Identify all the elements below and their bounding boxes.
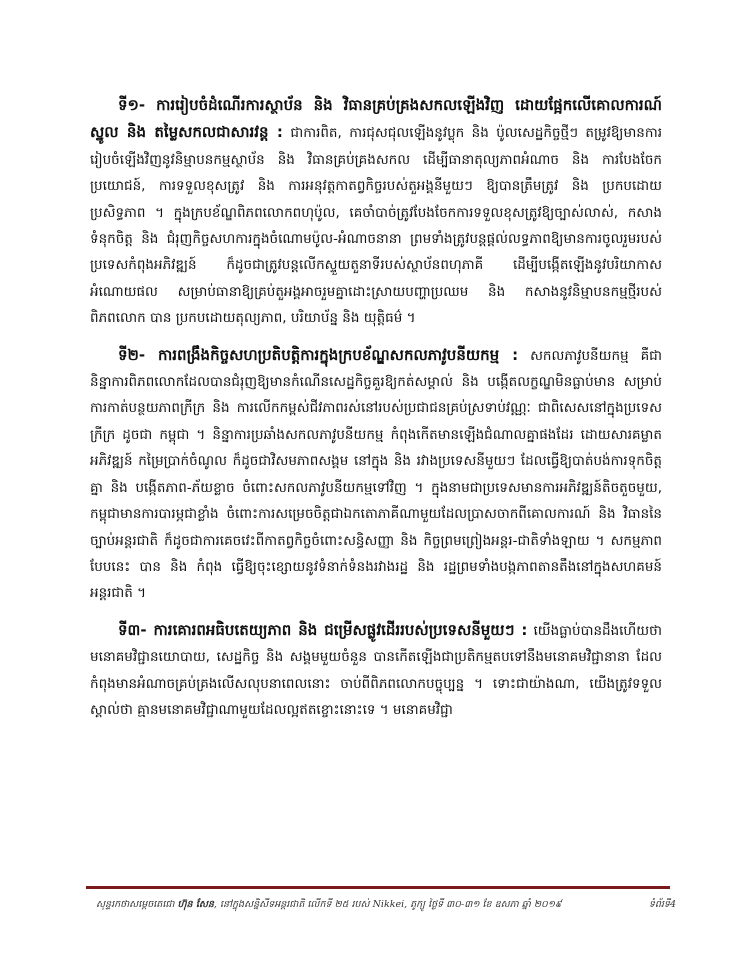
footer-citation: [96, 898, 562, 912]
section-1-paragraph: [90, 92, 662, 332]
section-2-heading: ទី២- ការពង្រឹងកិច្ចសហប្រតិបត្តិការក្នុងក្របខ័ណ្ឌសកលភាវូបនីយកម្ម :: [118, 345, 519, 364]
section-3-heading: ទី៣- ការគោរពអធិបតេយ្យភាព និង ជម្រើសផ្លូវដើររបស់ប្រទេសនីមួយៗ :: [118, 620, 528, 639]
page-footer: [96, 898, 676, 918]
section-2-body: សកលភាវូបនីយកម្ម គឺជានិន្នាការពិភពលោកដែលបានជំរុញឱ្យមានកំណើនសេដ្ឋកិច្ចគួរឱ្យកត់សម្គាល់ និង បង្កើតលក្ខណ្ឌមិនធ្លាប់មាន សម្រាប់ការកាត់បន្ថយភាពក្រីក្រ និង ការលើកកម្ពស់ជីវភាពរស់នៅរបស់ប្រជាជនគ្រប់ស្រទាប់វណ្ណៈ ជាពិសេសនៅក្នុងប្រទេសក្រីក្រ ដូចជា កម្ពុជា ។ និន្នាការប្រឆាំងសកលភាវូបនីយកម្ម កំពុងកើតមានឡើងជំណាលគ្នាផងដែរ ដោយសារគម្លាតអភិវឌ្ឍន៍ កម្រៃប្រាក់ចំណូល ក៏ដូចជាវិសមភាពសង្គម នៅក្នុង និង រវាងប្រទេសនីមួយៗ ដែលធ្វើឱ្យបាត់បង់ការទុកចិត្តគ្នា និង បង្កើតភាព-ភ័យខ្លាច ចំពោះសកលភាវូបនីយកម្មទៅវិញ ។ ក្នុងនាមជាប្រទេសមានការអភិវឌ្ឍន៍តិចតួចមួយ, កម្ពុជាមានការបារម្ភជាខ្លាំង ចំពោះការសម្រេចចិត្តជាឯកតោភាគីណាមួយដែលប្រាសចាកពីគោលការណ៍ និង វិធាននៃច្បាប់អន្តរជាតិ ក៏ដូចជាការគេចវេះពីកាតព្វកិច្ចចំពោះសន្ធិសញ្ញា និង កិច្ចព្រមព្រៀងអន្តរ-ជាតិទាំងឡាយ ។ សកម្មភាពបែបនេះ បាន និង កំពុង ធ្វើឱ្យចុះខ្សោយនូវទំនាក់ទំនងរវាងរដ្ឋ និង រដ្ឋព្រមទាំងបង្កភាពតានតឹងនៅក្នុងសហគមន៍អន្តរជាតិ ។: [90, 347, 663, 602]
footer-divider: [86, 886, 670, 889]
footer-speaker-name: ហ៊ុន សែន: [177, 899, 214, 910]
section-3-paragraph: [90, 617, 662, 724]
section-1-heading: ទី១- ការរៀបចំដំណើរការស្ថាប័ន និង វិធានគ្រប់គ្រងសកលឡើងវិញ ដោយផ្អែកលើគោលការណ៍ស្នូល និង តម្លៃសកលជាសារវន្ត :: [90, 96, 662, 142]
document-body: [90, 92, 662, 733]
section-3-body: យើងធ្លាប់បានដឹងហើយថា មនោគមវិជ្ជានយោបាយ, សេដ្ឋកិច្ច និង សង្គមមួយចំនួន បានកើតឡើងជាប្រតិកម្មតបទៅនឹងមនោគមវិជ្ជានានា ដែលកំពុងមានអំណាចគ្រប់គ្រងលើសលុបនាពេលនោះ ចាប់ពីពិភពលោកបច្ចុប្បន្ន ។ ទោះជាយ៉ាងណា, យើងត្រូវទទួលស្គាល់ថា គ្មានមនោគមវិជ្ជាណាមួយដែលល្អឥតខ្ចោះនោះទេ ។ មនោគមវិជ្ជា: [90, 622, 662, 718]
footer-event: , នៅក្នុងសន្និសីទអន្តរជាតិ លើកទី ២៥ របស់ Nikkei, តូក្យូ ថ្ងៃទី ៣០-៣១ ខែ ឧសភា ឆ្នាំ ២០១៩: [213, 899, 562, 910]
section-1-body: ជាការពិត, ការជុសជុលឡើងនូវប្លុក និង ប៉ូលសេដ្ឋកិច្ចថ្មីៗ តម្រូវឱ្យមានការរៀបចំឡើងវិញនូវនិម្មាបនកម្មស្ថាប័ន និង វិធានគ្រប់គ្រងសកល ដើម្បីធានាតុល្យភាពអំណាច និង ការបែងចែកប្រយោជន៍, ការទទួលខុសត្រូវ និង ការអនុវត្តកាតព្វកិច្ចរបស់តួអង្គនីមួយៗ ឱ្យបានត្រឹមត្រូវ និង ប្រកបដោយប្រសិទ្ធភាព ។ ក្នុងក្របខ័ណ្ឌពិភពលោកពហុប៉ូល, គេចាំបាច់ត្រូវបែងចែកការទទួលខុសត្រូវឱ្យច្បាស់លាស់, កសាងទំនុកចិត្ត និង ជំរុញកិច្ចសហការក្នុងចំណោមប៉ូល-អំណាចនានា ព្រមទាំងត្រូវបន្តផ្តល់លទ្ធភាពឱ្យមានការចូលរួមរបស់ប្រទេសកំពុងអភិវឌ្ឍន៍ ក៏ដូចជាត្រូវបន្តលើកស្ទួយតួនាទីរបស់ស្ថាប័នពហុភាគី ដើម្បីបង្កើតឡើងនូវបរិយាកាសអំណោយផល សម្រាប់ធានាឱ្យគ្រប់តួអង្គអាចរួមគ្នាដោះស្រាយបញ្ហាប្រឈម និង កសាងនូវនិម្មាបនកម្មថ្មីរបស់ពិភពលោក បាន ប្រកបដោយតុល្យភាព, បរិយាប័ន្ន និង យុត្តិធម៌ ។: [90, 125, 663, 327]
footer-prefix: សុន្ទរកថាសម្តេចតេជោ: [96, 899, 175, 910]
page-number: ទំព័រទី4: [648, 899, 676, 910]
section-2-paragraph: [90, 342, 662, 607]
